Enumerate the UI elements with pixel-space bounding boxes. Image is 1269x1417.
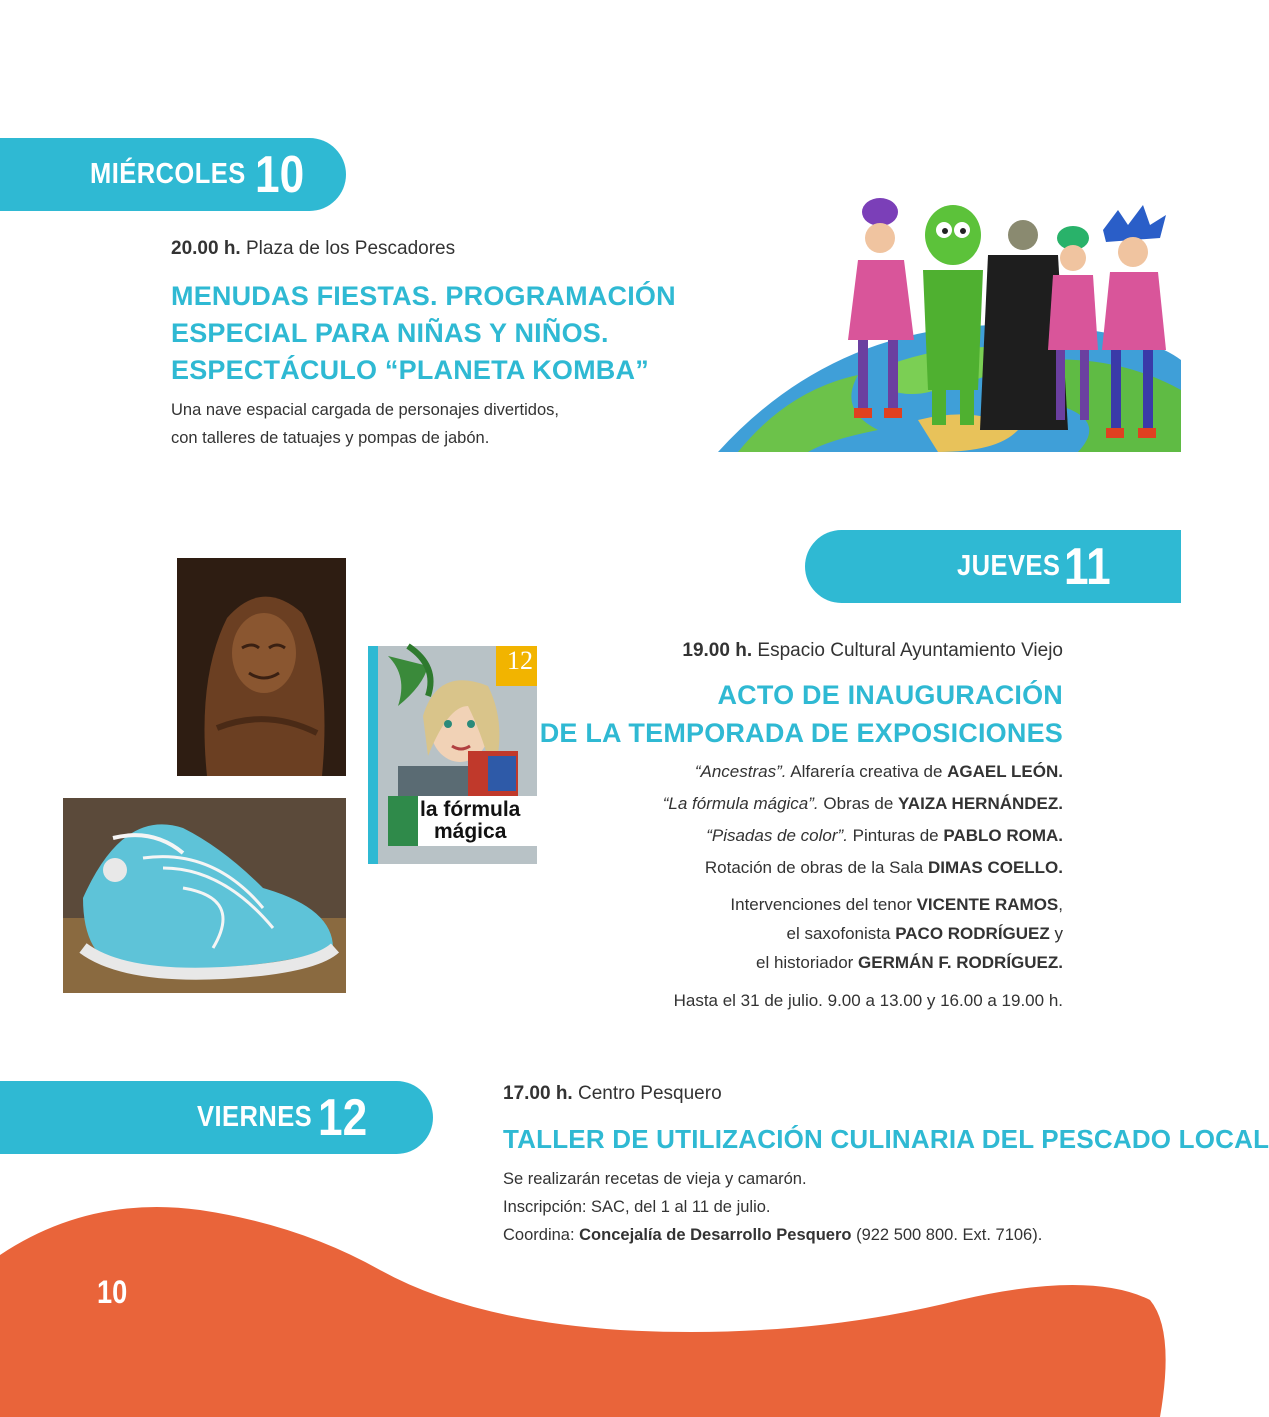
event-title — [503, 676, 1063, 752]
day-tab-friday — [0, 1081, 433, 1154]
exhibition-work: “Ancestras”. — [694, 762, 787, 781]
interv-name: VICENTE RAMOS — [916, 895, 1059, 914]
day-name: JUEVES — [957, 550, 1061, 582]
book-title-line: mágica — [434, 820, 507, 843]
day-number: 12 — [317, 1088, 367, 1147]
event-time: 20.00 h. — [171, 238, 241, 259]
event-time: 19.00 h. — [682, 640, 753, 661]
interventions-line — [543, 919, 1063, 948]
interv-text: Intervenciones del tenor — [730, 895, 917, 914]
exhibition-text: Alfarería creativa de — [786, 762, 948, 781]
event-time-place — [682, 640, 1063, 662]
coord-name: Concejalía de Desarrollo Pesquero — [579, 1226, 852, 1244]
interv-name: PACO RODRÍGUEZ — [895, 924, 1050, 943]
exhibition-artist: YAIZA HERNÁNDEZ. — [898, 794, 1063, 813]
day-name: VIERNES — [197, 1101, 313, 1133]
sculpture-image — [177, 558, 346, 776]
desc-line: con talleres de tatuajes y pompas de jabón. — [171, 429, 490, 447]
event-title-line: DE LA TEMPORADA DE EXPOSICIONES — [539, 718, 1063, 748]
day-number: 11 — [1064, 537, 1112, 596]
interv-punct: , — [1058, 895, 1063, 914]
planeta-komba-image — [718, 190, 1181, 452]
event-time-place — [171, 238, 455, 260]
exhibition-item — [543, 820, 1063, 852]
event-place: Centro Pesquero — [578, 1083, 722, 1104]
exhibitions-list — [543, 756, 1063, 1017]
day-tab-thursday — [805, 530, 1181, 603]
event-title — [171, 278, 691, 389]
book-title-line: la fórmula — [420, 798, 521, 821]
bottom-wave — [0, 1190, 1181, 1417]
day-number: 10 — [254, 145, 305, 204]
event-time-place — [503, 1083, 722, 1105]
interv-name: GERMÁN F. RODRÍGUEZ. — [858, 953, 1063, 972]
page-number: 10 — [97, 1274, 128, 1310]
interv-text: el saxofonista — [786, 924, 896, 943]
exhibition-item — [543, 756, 1063, 788]
exhibition-work: “Pisadas de color”. — [706, 826, 848, 845]
event-place: Plaza de los Pescadores — [246, 238, 456, 259]
exhibition-artist: AGAEL LEÓN. — [947, 762, 1063, 781]
exhibition-hours: Hasta el 31 de julio. 9.00 a 13.00 y 16.00 a 19.00 h. — [673, 991, 1063, 1010]
day-name: MIÉRCOLES — [90, 158, 246, 190]
exhibition-work: “La fórmula mágica”. — [662, 794, 819, 813]
event-title-line: ESPECIAL PARA NIÑAS Y NIÑOS. — [171, 318, 609, 348]
coord-label: Coordina: — [503, 1226, 580, 1244]
exhibition-item — [543, 788, 1063, 820]
exhibition-text: Pinturas de — [847, 826, 944, 845]
rotation-line — [543, 852, 1063, 884]
interv-punct: y — [1049, 924, 1063, 943]
book-cover-image — [368, 646, 537, 864]
sneaker-painting-image — [63, 798, 346, 993]
day-tab-wednesday — [0, 138, 346, 211]
event-title-line: ESPECTÁCULO “PLANETA KOMBA” — [171, 355, 649, 385]
interventions-line — [543, 890, 1063, 919]
interv-text: el historiador — [755, 953, 859, 972]
desc-line: Una nave espacial cargada de personajes divertidos, — [171, 401, 559, 419]
event-title-line: ACTO DE INAUGURACIÓN — [717, 680, 1063, 710]
interventions-line — [543, 948, 1063, 977]
rotation-text: Rotación de obras de la Sala — [704, 858, 928, 877]
event-place: Espacio Cultural Ayuntamiento Viejo — [757, 640, 1063, 661]
exhibition-artist: PABLO ROMA. — [943, 826, 1063, 845]
desc-line: Inscripción: SAC, del 1 al 11 de julio. — [503, 1198, 771, 1216]
event-description — [171, 396, 559, 452]
exhibition-text: Obras de — [818, 794, 899, 813]
rotation-name: DIMAS COELLO. — [927, 858, 1063, 877]
book-number: 12 — [507, 646, 533, 675]
event-title: TALLER DE UTILIZACIÓN CULINARIA DEL PESCADO LOCAL — [503, 1124, 1269, 1154]
desc-line: Se realizarán recetas de vieja y camarón. — [503, 1170, 807, 1188]
book-title — [418, 796, 541, 846]
event-title-line: MENUDAS FIESTAS. PROGRAMACIÓN — [171, 281, 676, 311]
coord-phone: (922 500 800. Ext. 7106). — [851, 1226, 1043, 1244]
event-time: 17.00 h. — [503, 1083, 573, 1104]
